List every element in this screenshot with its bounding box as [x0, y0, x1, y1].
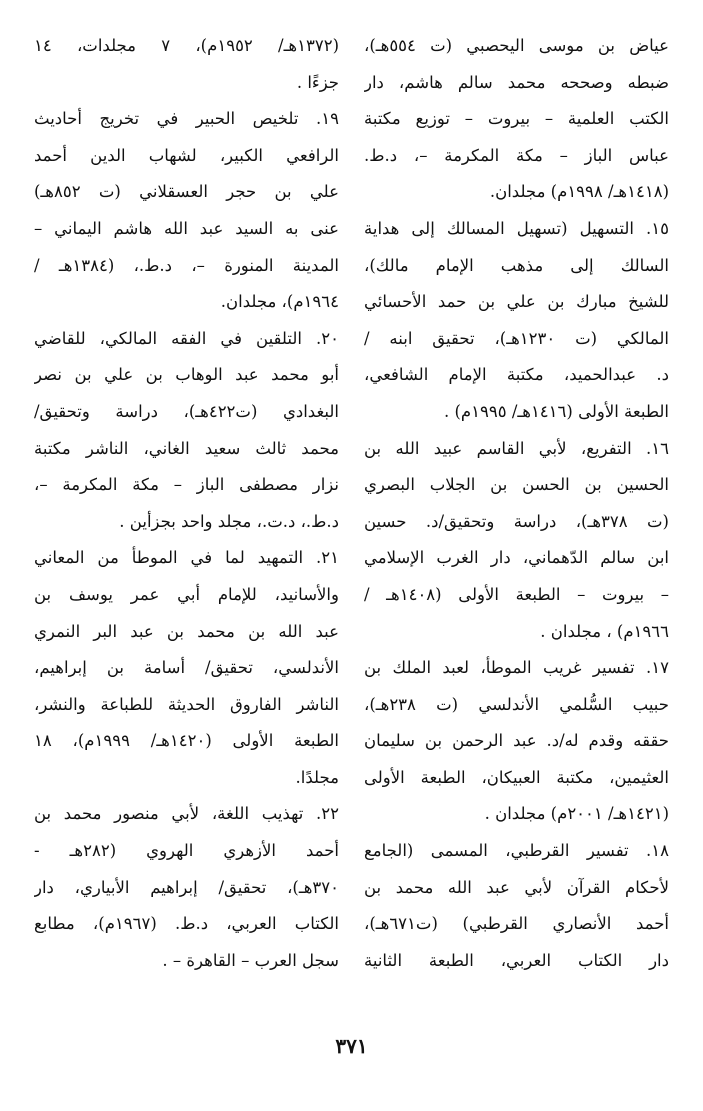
text-line: ٢١. التمهيد لما في الموطأ من المعاني	[34, 548, 339, 568]
text-line: الحسين بن الحسن بن الجلاب البصري	[364, 475, 669, 495]
text-line: حققه وقدم له/د. عبد الرحمن بن سليمان	[364, 731, 669, 751]
text-line: المدينة المنورة –، د.ط.، (١٣٨٤هـ /	[34, 255, 339, 275]
text-line: الناشر الفاروق الحديثة للطباعة والنشر،	[34, 694, 339, 714]
text-line: مجلدًا.	[295, 767, 339, 787]
text-line: ١٩. تلخيص الحبير في تخريج أحاديث	[34, 109, 339, 129]
text-line: ٢٠. التلقين في الفقه المالكي، للقاضي	[34, 328, 339, 348]
text-line: الطبعة الأولى (١٤٢٠هـ/ ١٩٩٩م)، ١٨	[34, 731, 339, 751]
right-column	[364, 28, 669, 979]
text-line: (١٣٧٢هـ/ ١٩٥٢م)، ٧ مجلدات، ١٤	[34, 36, 339, 55]
text-line: أبو محمد عبد الوهاب بن علي بن نصر	[34, 365, 339, 385]
text-line: الكتاب العربي، د.ط. (١٩٦٧م)، مطابع	[34, 914, 339, 934]
text-line: عبد الله بن محمد بن عبد البر النمري	[34, 621, 339, 641]
text-line: (١٤٢١هـ/ ٢٠٠١م) مجلدان .	[484, 804, 669, 824]
text-line: ٣٧٠هـ)، تحقيق/ إبراهيم الأبياري، دار	[34, 877, 339, 897]
text-line: د. عبدالحميد، مكتبة الإمام الشافعي،	[364, 365, 669, 385]
text-line: العثيمين، مكتبة العبيكان، الطبعة الأولى	[364, 767, 669, 787]
left-column	[34, 28, 339, 979]
text-line: الطبعة الأولى (١٤١٦هـ/ ١٩٩٥م) .	[443, 401, 669, 421]
two-column-text	[34, 28, 669, 979]
text-line: علي بن حجر العسقلاني (ت ٨٥٢هـ)	[34, 182, 339, 202]
text-line: حبيب السُّلمي الأندلسي (ت ٢٣٨هـ)،	[364, 694, 669, 714]
text-line: (ت ٣٧٨هـ)، دراسة وتحقيق/د. حسين	[364, 511, 669, 531]
text-line: دار الكتاب العربي، الطبعة الثانية	[364, 950, 669, 970]
text-line: ضبطه وصححه محمد سالم هاشم، دار	[364, 72, 669, 92]
text-line: ١٦. التفريع، لأبي القاسم عبيد الله بن	[364, 438, 669, 458]
text-line: السالك إلى مذهب الإمام مالك)،	[364, 255, 669, 275]
text-line: أحمد الأنصاري القرطبي) (ت٦٧١هـ)،	[364, 914, 669, 934]
text-line: لأحكام القرآن لأبي عبد الله محمد بن	[364, 877, 669, 897]
text-line: (١٤١٨هـ/ ١٩٩٨م) مجلدان.	[489, 182, 669, 202]
text-line: د.ط.، د.ت.، مجلد واحد بجزأين .	[119, 511, 339, 531]
text-line: عنى به السيد عبد الله هاشم اليماني –	[34, 218, 339, 238]
text-line: ١٩٦٤م)، مجلدان.	[220, 292, 339, 312]
text-line: ١٨. تفسير القرطبي، المسمى (الجامع	[364, 841, 669, 861]
page-number: ٣٧١	[335, 1034, 368, 1058]
text-line: نزار مصطفى الباز – مكة المكرمة –،	[34, 475, 339, 495]
text-line: سجل العرب – القاهرة – .	[162, 950, 339, 970]
text-line: الرافعي الكبير، لشهاب الدين أحمد	[34, 145, 339, 165]
text-line: البغدادي (ت٤٢٢هـ)، دراسة وتحقيق/	[34, 401, 339, 421]
text-line: ١٧. تفسير غريب الموطأ، لعبد الملك بن	[364, 658, 669, 678]
text-line: الأندلسي، تحقيق/ أسامة بن إبراهيم،	[34, 658, 339, 678]
text-line: ابن سالم الدّهماني، دار الغرب الإسلامي	[364, 548, 669, 568]
text-line: ٢٢. تهذيب اللغة، لأبي منصور محمد بن	[34, 804, 339, 824]
text-line: ١٥. التسهيل (تسهيل المسالك إلى هداية	[364, 218, 669, 238]
text-line: عياض بن موسى اليحصبي (ت ٥٥٤هـ)،	[364, 36, 669, 55]
text-line: المالكي (ت ١٢٣٠هـ)، تحقيق ابنه /	[364, 328, 669, 348]
text-line: والأسانيد، للإمام أبي عمر يوسف بن	[34, 584, 339, 604]
text-line: – بيروت – الطبعة الأولى (١٤٠٨هـ /	[364, 584, 669, 604]
text-line: عباس الباز – مكة المكرمة –، د.ط.	[364, 145, 669, 165]
text-line: الكتب العلمية – بيروت – توزيع مكتبة	[364, 109, 669, 129]
text-line: أحمد الأزهري الهروي (٢٨٢هـ -	[34, 841, 339, 861]
text-line: محمد ثالث سعيد الغاني، الناشر مكتبة	[34, 438, 339, 458]
text-line: جزءًا .	[296, 72, 339, 92]
text-line: ١٩٦٦م) ، مجلدان .	[540, 621, 669, 641]
text-line: للشيخ مبارك بن علي بن حمد الأحسائي	[364, 292, 669, 312]
